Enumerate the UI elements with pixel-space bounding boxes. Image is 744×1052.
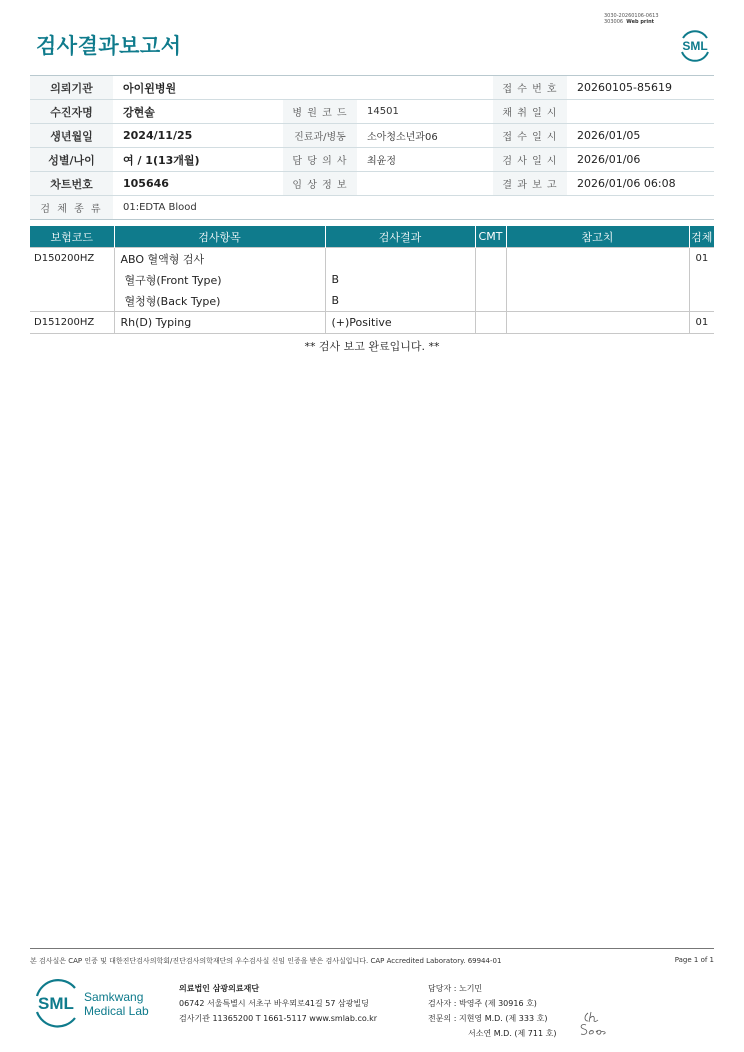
row-reference <box>506 290 689 312</box>
report-time-label: 결 과 보 고 <box>493 172 567 196</box>
test-date-label: 검 사 일 시 <box>493 148 567 172</box>
doctor-label: 담 당 의 사 <box>283 148 357 172</box>
patient-name-label: 수진자명 <box>30 100 113 124</box>
organization-info <box>179 981 377 1026</box>
row-specimen <box>689 269 714 290</box>
chart-no-label: 차트번호 <box>30 172 113 196</box>
staff-specialist-1: 전문의 : 지현영 M.D. (제 333 호) <box>428 1014 548 1023</box>
row-result: (+)Positive <box>325 312 475 334</box>
row-specimen <box>689 290 714 312</box>
test-date-value: 2026/01/06 <box>567 148 714 172</box>
accreditation-note: 본 검사실은 CAP 인증 및 대한진단검사의학회/진단검사의학재단의 우수검사실 신임 인증을 받은 검사실입니다. CAP Accredited Laboratory. 69944-01 <box>30 957 502 965</box>
receipt-no-label: 접 수 번 호 <box>493 76 567 100</box>
footer-logo-name-2: Medical Lab <box>84 1004 149 1018</box>
completion-note: ** 검사 보고 완료입니다. ** <box>304 340 440 353</box>
row-item: ABO 혈액형 검사 <box>114 248 325 270</box>
row-item: 혈청형(Back Type) <box>114 290 325 312</box>
row-result: B <box>325 269 475 290</box>
collection-time-value <box>567 100 714 124</box>
document-id-line2: 303006 <box>604 19 624 25</box>
row-cmt <box>475 290 506 312</box>
row-code: D151200HZ <box>30 312 114 334</box>
org-name: 의료법인 삼광의료재단 <box>179 984 260 993</box>
table-row <box>30 290 714 312</box>
row-specimen: 01 <box>689 312 714 334</box>
collection-time-label: 채 취 일 시 <box>493 100 567 124</box>
row-item: Rh(D) Typing <box>114 312 325 334</box>
document-id <box>604 13 659 25</box>
info-row <box>30 196 714 220</box>
row-reference <box>506 248 689 270</box>
patient-info-table <box>30 75 714 220</box>
footer-logo-name-1: Samkwang <box>84 990 144 1004</box>
col-cmt: CMT <box>475 226 506 248</box>
web-print-tag: Web print <box>626 19 655 25</box>
page-number: Page 1 of 1 <box>674 956 714 964</box>
results-table <box>30 226 714 334</box>
patient-name-value: 강현솔 <box>113 100 283 124</box>
row-specimen: 01 <box>689 248 714 270</box>
row-cmt <box>475 312 506 334</box>
hospital-code-value: 14501 <box>357 100 493 124</box>
org-address: 06742 서울특별시 서초구 바우뫼로41길 57 삼광빌딩 <box>179 999 369 1008</box>
document-id-line1: 3030-20260106-0613 <box>604 13 659 19</box>
sex-age-value: 여 / 1(13개월) <box>113 148 283 172</box>
col-insurance-code: 보험코드 <box>30 226 114 248</box>
chart-no-value: 105646 <box>113 172 283 196</box>
table-row <box>30 269 714 290</box>
receipt-date-value: 2026/01/05 <box>567 124 714 148</box>
footer-divider <box>30 948 714 949</box>
clinical-info-label: 임 상 정 보 <box>283 172 357 196</box>
table-row <box>30 248 714 270</box>
report-title: 검사결과보고서 <box>36 34 182 58</box>
dept-label: 진료과/병동 <box>283 124 357 148</box>
col-test-item: 검사항목 <box>114 226 325 248</box>
info-row <box>30 76 714 100</box>
receipt-date-label: 접 수 일 시 <box>493 124 567 148</box>
birth-value: 2024/11/25 <box>113 124 283 148</box>
dept-value: 소아청소년과06 <box>357 124 493 148</box>
row-result <box>325 248 475 270</box>
col-test-result: 검사결과 <box>325 226 475 248</box>
org-contact: 검사기관 11365200 T 1661-5117 www.smlab.co.kr <box>179 1014 378 1023</box>
staff-tester: 검사자 : 박영주 (제 30916 호) <box>428 999 537 1008</box>
birth-label: 생년월일 <box>30 124 113 148</box>
footer-logo-abbr: SML <box>38 994 74 1013</box>
row-reference <box>506 269 689 290</box>
receipt-no-value: 20260105-85619 <box>567 76 714 100</box>
results-header-row <box>30 226 714 248</box>
samkwang-logo-icon <box>34 978 154 1028</box>
info-row <box>30 172 714 196</box>
sex-age-label: 성별/나이 <box>30 148 113 172</box>
info-row <box>30 100 714 124</box>
row-reference <box>506 312 689 334</box>
row-item: 혈구형(Front Type) <box>114 269 325 290</box>
row-code: D150200HZ <box>30 248 114 270</box>
signature-icon <box>578 1022 608 1038</box>
sml-logo-icon <box>677 26 713 62</box>
specimen-type-label: 검 체 종 류 <box>30 196 113 220</box>
col-specimen: 검체 <box>689 226 714 248</box>
clinical-info-value <box>357 172 493 196</box>
row-code <box>30 269 114 290</box>
row-cmt <box>475 248 506 270</box>
hospital-code-label: 병 원 코 드 <box>283 100 357 124</box>
info-row <box>30 148 714 172</box>
table-row <box>30 312 714 334</box>
doctor-value: 최윤정 <box>357 148 493 172</box>
specimen-type-value: 01:EDTA Blood <box>113 196 714 220</box>
institution-label: 의뢰기관 <box>30 76 113 100</box>
col-reference: 참고치 <box>506 226 689 248</box>
institution-value: 아이윈병원 <box>113 76 493 100</box>
staff-manager: 담당자 : 노기민 <box>428 984 483 993</box>
row-result: B <box>325 290 475 312</box>
sml-logo-text: SML <box>682 39 708 53</box>
info-row <box>30 124 714 148</box>
staff-info <box>428 981 556 1041</box>
report-time-value: 2026/01/06 06:08 <box>567 172 714 196</box>
row-code <box>30 290 114 312</box>
staff-specialist-2: 서소연 M.D. (제 711 호) <box>468 1029 557 1038</box>
row-cmt <box>475 269 506 290</box>
